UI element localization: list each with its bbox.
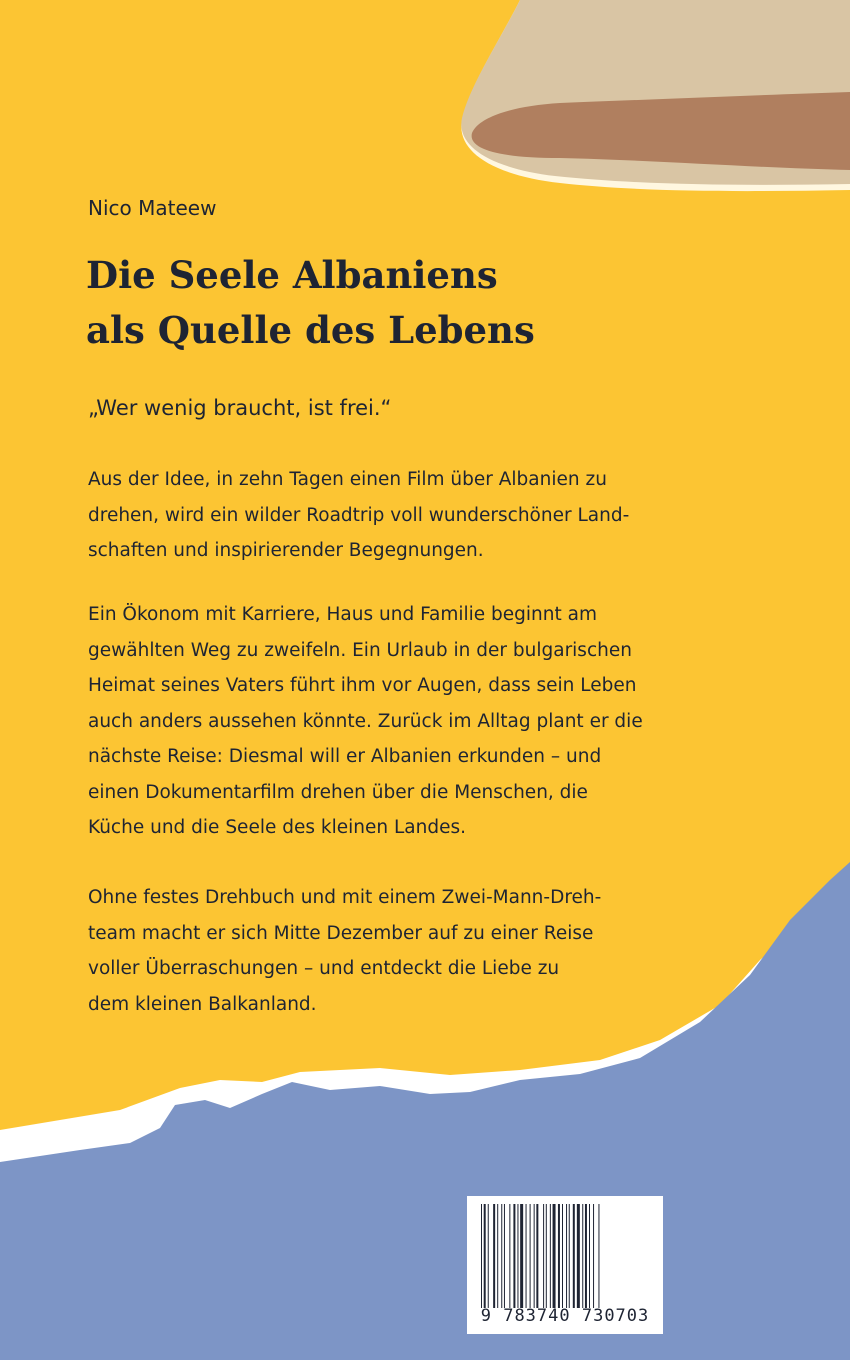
blurb-line: Heimat seines Vaters führt ihm vor Augen, dass sein Leben [88, 675, 637, 696]
blurb-line: Ohne festes Drehbuch und mit einem Zwei-Mann-Dreh- [88, 887, 602, 908]
blurb-line: dem kleinen Balkanland. [88, 993, 317, 1015]
barcode-bar [573, 1204, 575, 1308]
blurb-line: team macht er sich Mitte Dezember auf zu einer Reise [88, 922, 594, 944]
barcode-bar [509, 1204, 510, 1308]
barcode-bar [517, 1204, 518, 1308]
barcode-bar [497, 1204, 498, 1308]
book-title [86, 248, 535, 358]
blurb-line: gewählten Weg zu zweifeln. Ein Urlaub in der bulgarischen [88, 639, 632, 661]
blurb-line: voller Überraschungen – und entdeckt die Liebe zu [88, 958, 560, 979]
blurb-line: nächste Reise: Diesmal will er Albanien erkunden – und [88, 746, 602, 767]
title-line: Die Seele Albaniens [86, 253, 498, 297]
barcode-bar [534, 1204, 535, 1308]
barcode-bar [488, 1204, 489, 1308]
barcode-bar [520, 1204, 523, 1308]
blurb-line: schaften und inspirierender Begegnungen. [88, 540, 484, 561]
blurb-line: Ein Ökonom mit Karriere, Haus und Familie beginnt am [88, 604, 598, 625]
barcode-bar [504, 1204, 505, 1308]
barcode-bar [513, 1204, 515, 1308]
barcode-bar [582, 1204, 583, 1308]
blurb-line: drehen, wird ein wilder Roadtrip voll wunderschöner Land- [88, 504, 630, 526]
barcode-bar [543, 1204, 544, 1308]
blurb-line: Küche und die Seele des kleinen Landes. [88, 817, 466, 838]
blurb-line: Aus der Idee, in zehn Tagen einen Film über Albanien zu [88, 469, 607, 490]
barcode-bar [484, 1204, 486, 1308]
barcode-bar [546, 1204, 547, 1308]
barcode-bar [598, 1204, 599, 1308]
blurb-paragraph [88, 880, 601, 1022]
barcode-bar [501, 1204, 502, 1308]
barcode-bar [593, 1204, 594, 1308]
barcode-bar [562, 1204, 563, 1308]
blurb-line: einen Dokumentarfilm drehen über die Menschen, die [88, 781, 588, 803]
barcode-bar [553, 1204, 556, 1308]
barcode-bar [493, 1204, 495, 1308]
barcode-bar [526, 1204, 527, 1308]
author-name: Nico Mateew [88, 196, 217, 220]
barcode-bar [585, 1204, 587, 1308]
tagline-quote: „Wer wenig braucht, ist frei.“ [88, 396, 392, 420]
barcode-bars [479, 1204, 651, 1308]
blurb-paragraph [88, 597, 643, 846]
barcode-bar [566, 1204, 567, 1308]
isbn-number: 9 783740 730703 [480, 1306, 650, 1326]
barcode-bar [577, 1204, 580, 1308]
barcode-bar [589, 1204, 590, 1308]
barcode-bar [481, 1204, 482, 1308]
blurb-line: auch anders aussehen könnte. Zurück im Alltag plant er die [88, 710, 643, 732]
blurb-paragraph [88, 462, 629, 569]
barcode-bar [569, 1204, 570, 1308]
barcode-bar [558, 1204, 560, 1308]
title-line: als Quelle des Lebens [86, 308, 535, 352]
barcode-bar [530, 1204, 531, 1308]
barcode [467, 1196, 663, 1334]
barcode-bar [536, 1204, 538, 1308]
barcode-bar [550, 1204, 551, 1308]
